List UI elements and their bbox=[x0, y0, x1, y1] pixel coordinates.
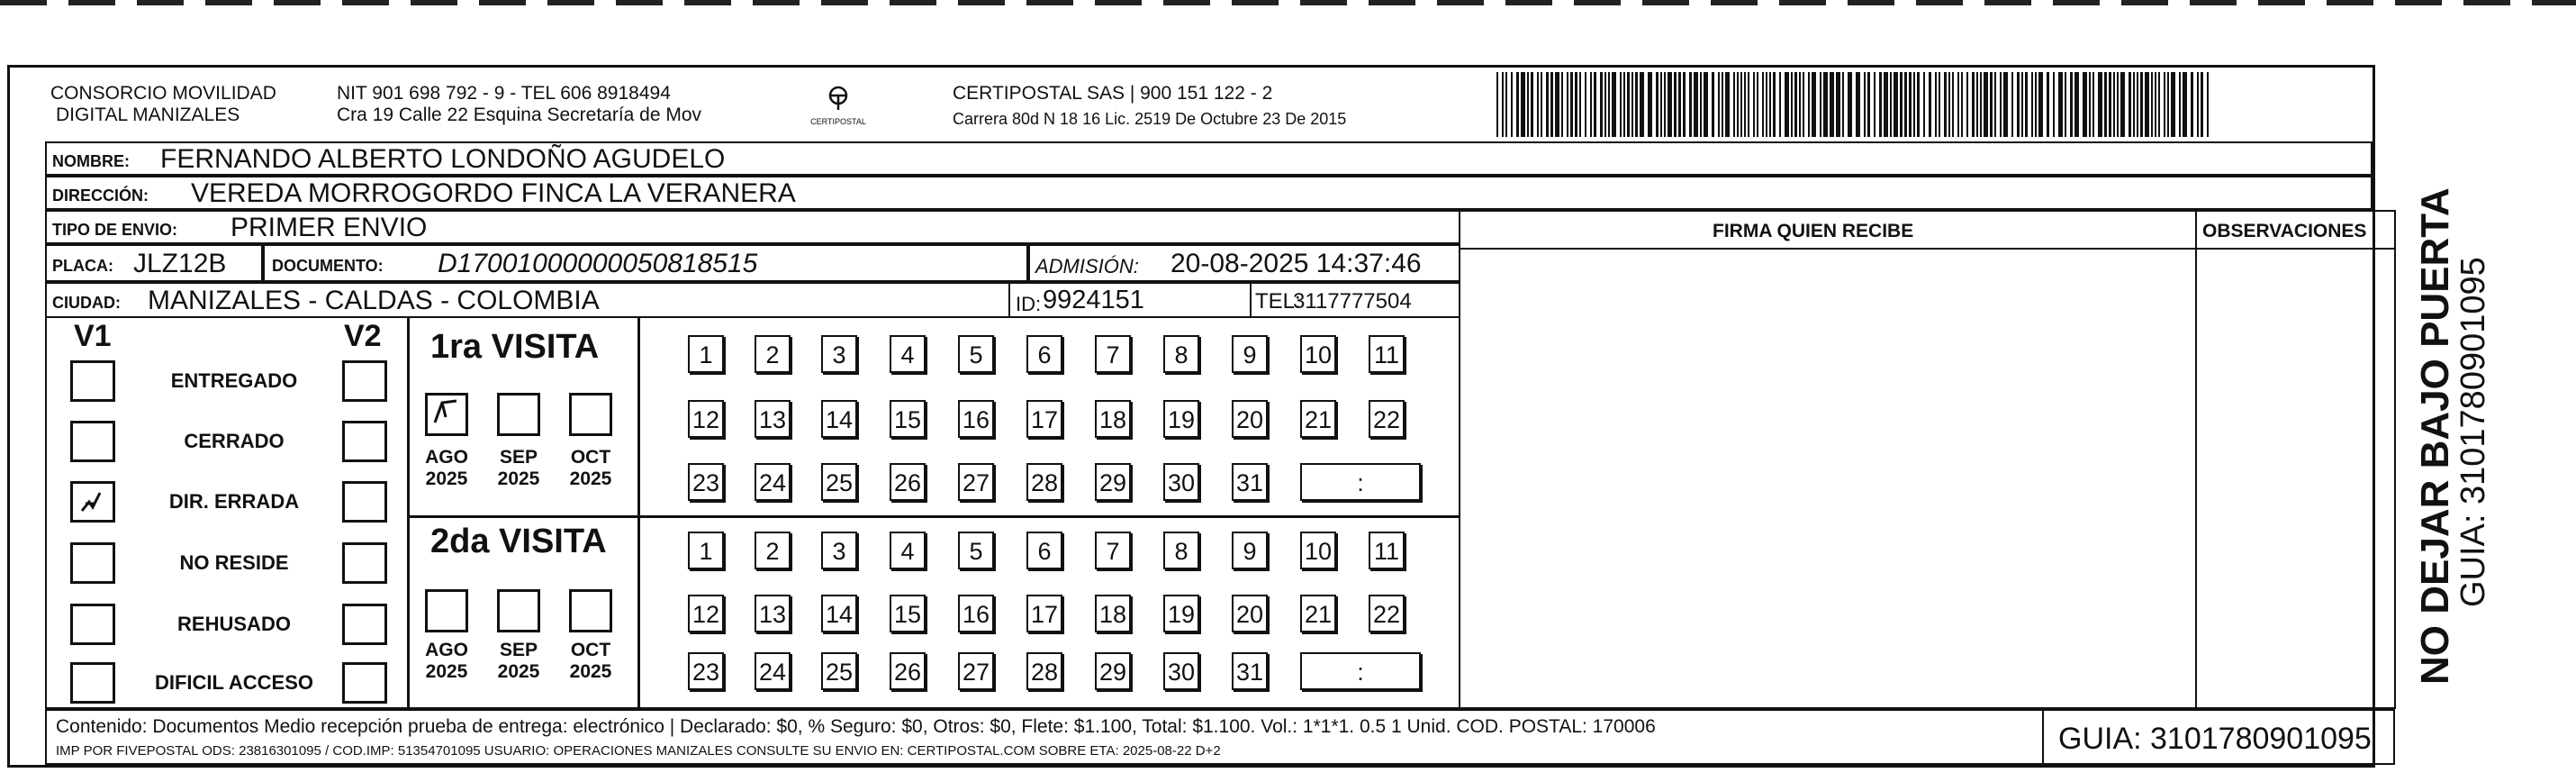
company-name-line2: DIGITAL MANIZALES bbox=[56, 105, 240, 125]
second-visit-day-box[interactable]: 15 bbox=[890, 595, 926, 632]
footer-imp-line: IMP POR FIVEPOSTAL ODS: 23816301095 / COD.IMP: 51354701095 USUARIO: OPERACIONES MANIZALES CONSULTE SU ENVIO EN: CERTIPOSTAL.COM SOBRE ETA: 2025-08-22 D+2 bbox=[56, 743, 1221, 759]
admision-label: ADMISIÓN: bbox=[1035, 255, 1139, 277]
company-address: Cra 19 Calle 22 Esquina Secretaría de Mov bbox=[337, 105, 702, 125]
first-visit-month-box[interactable] bbox=[569, 393, 612, 436]
first-visit-day-box[interactable]: 30 bbox=[1163, 463, 1199, 501]
first-visit-day-box[interactable]: 10 bbox=[1300, 335, 1336, 373]
first-visit-day-box[interactable]: 2 bbox=[755, 335, 791, 373]
status-label: ENTREGADO bbox=[170, 369, 298, 392]
second-visit-day-box[interactable]: 8 bbox=[1163, 532, 1199, 569]
status-label: NO RESIDE bbox=[179, 551, 289, 574]
first-visit-day-box[interactable]: 8 bbox=[1163, 335, 1199, 373]
second-visit-day-box[interactable]: 13 bbox=[755, 595, 791, 632]
handwritten-mark-icon bbox=[428, 396, 465, 433]
second-visit-day-box[interactable]: 31 bbox=[1232, 652, 1268, 690]
visits-divider-status bbox=[407, 316, 410, 709]
v2-label: V2 bbox=[344, 319, 382, 353]
first-visit-day-box[interactable]: 12 bbox=[688, 400, 724, 438]
v2-status-checkbox[interactable] bbox=[342, 662, 387, 704]
admision-cell bbox=[1028, 244, 1460, 282]
footer-guia-cell bbox=[2042, 709, 2395, 765]
second-visit-day-box[interactable]: 4 bbox=[890, 532, 926, 569]
documento-cell bbox=[263, 244, 1028, 282]
observaciones-header-cell bbox=[2195, 210, 2396, 250]
first-visit-year-label: 2025 bbox=[425, 468, 468, 489]
first-visit-day-box[interactable]: 7 bbox=[1095, 335, 1131, 373]
second-visit-title: 2da VISITA bbox=[430, 523, 607, 560]
documento-label: DOCUMENTO: bbox=[272, 257, 384, 275]
id-value: 9924151 bbox=[1043, 286, 1144, 314]
visits-divider-months bbox=[637, 316, 640, 709]
carrier-name: CERTIPOSTAL SAS | 900 151 122 - 2 bbox=[953, 83, 1273, 104]
first-visit-day-box[interactable]: 17 bbox=[1026, 400, 1062, 438]
id-cell bbox=[1008, 282, 1252, 318]
second-visit-day-box[interactable]: 11 bbox=[1369, 532, 1405, 569]
tel-label: TEL: bbox=[1255, 289, 1301, 314]
v1-status-checkbox[interactable] bbox=[70, 481, 115, 523]
logo-caption: CERTIPOSTAL bbox=[810, 117, 866, 126]
second-visit-day-box[interactable]: 24 bbox=[755, 652, 791, 690]
tel-cell bbox=[1250, 282, 1460, 318]
first-visit-month-label: SEP bbox=[499, 447, 538, 468]
first-visit-title: 1ra VISITA bbox=[430, 328, 600, 366]
second-visit-year-label: 2025 bbox=[497, 661, 540, 682]
tipo-envio-row bbox=[45, 210, 1460, 244]
second-visit-day-box[interactable]: 19 bbox=[1163, 595, 1199, 632]
side-warning: NO DEJAR BAJO PUERTA bbox=[2413, 187, 2457, 685]
v2-status-checkbox[interactable] bbox=[342, 421, 387, 462]
second-visit-month-box[interactable] bbox=[569, 589, 612, 632]
status-label: DIR. ERRADA bbox=[168, 490, 300, 513]
first-visit-day-box[interactable]: 5 bbox=[958, 335, 994, 373]
v1-status-checkbox[interactable] bbox=[70, 662, 115, 704]
footer-guia: GUIA: 3101780901095 bbox=[2058, 722, 2372, 756]
second-visit-day-box[interactable]: 25 bbox=[821, 652, 857, 690]
second-visit-day-box[interactable]: 12 bbox=[688, 595, 724, 632]
second-visit-day-box[interactable]: 29 bbox=[1095, 652, 1131, 690]
tipo-envio-value: PRIMER ENVIO bbox=[230, 213, 428, 242]
second-visit-month-label: SEP bbox=[499, 640, 538, 660]
first-visit-day-box[interactable]: 24 bbox=[755, 463, 791, 501]
first-visit-day-box[interactable]: 25 bbox=[821, 463, 857, 501]
first-visit-day-box[interactable]: 15 bbox=[890, 400, 926, 438]
first-visit-day-box[interactable]: 26 bbox=[890, 463, 926, 501]
second-visit-day-box[interactable]: 17 bbox=[1026, 595, 1062, 632]
placa-value: JLZ12B bbox=[133, 249, 227, 278]
second-visit-month-label: OCT bbox=[570, 640, 611, 660]
direccion-row bbox=[45, 176, 2373, 210]
second-visit-day-box[interactable]: 30 bbox=[1163, 652, 1199, 690]
first-visit-day-box[interactable]: 13 bbox=[755, 400, 791, 438]
placa-label: PLACA: bbox=[52, 257, 113, 275]
first-visit-day-box[interactable]: 23 bbox=[688, 463, 724, 501]
first-visit-month-label: AGO bbox=[425, 447, 468, 468]
second-visit-day-box[interactable]: 10 bbox=[1300, 532, 1336, 569]
ciudad-label: CIUDAD: bbox=[52, 294, 121, 312]
first-visit-day-box[interactable]: 21 bbox=[1300, 400, 1336, 438]
tipo-envio-label: TIPO DE ENVIO: bbox=[52, 221, 178, 239]
second-visit-day-box[interactable]: 23 bbox=[688, 652, 724, 690]
direccion-value: VEREDA MORROGORDO FINCA LA VERANERA bbox=[191, 178, 796, 208]
first-visit-month-box[interactable] bbox=[425, 393, 468, 436]
second-visit-day-box[interactable]: 18 bbox=[1095, 595, 1131, 632]
footer-content-cell bbox=[45, 709, 2044, 765]
first-visit-day-box[interactable]: 3 bbox=[821, 335, 857, 373]
perforation-line bbox=[0, 0, 2576, 5]
second-visit-day-box[interactable]: 9 bbox=[1232, 532, 1268, 569]
status-label: DIFICIL ACCESO bbox=[154, 671, 313, 694]
side-guia: GUIA: 3101780901095 bbox=[2454, 257, 2492, 607]
second-visit-month-label: AGO bbox=[425, 640, 468, 660]
second-visit-day-box[interactable]: 28 bbox=[1026, 652, 1062, 690]
second-visit-time-box[interactable]: : bbox=[1300, 652, 1421, 690]
first-visit-day-box[interactable]: 28 bbox=[1026, 463, 1062, 501]
nombre-value: FERNANDO ALBERTO LONDOÑO AGUDELO bbox=[160, 144, 726, 174]
first-visit-time-box[interactable]: : bbox=[1300, 463, 1421, 501]
second-visit-day-box[interactable]: 14 bbox=[821, 595, 857, 632]
second-visit-day-box[interactable]: 2 bbox=[755, 532, 791, 569]
second-visit-day-box[interactable]: 3 bbox=[821, 532, 857, 569]
first-visit-day-box[interactable]: 1 bbox=[688, 335, 724, 373]
observaciones-area[interactable] bbox=[2195, 248, 2396, 709]
placa-cell bbox=[45, 244, 263, 282]
visits-divider-rows bbox=[407, 515, 1460, 518]
first-visit-day-box[interactable]: 31 bbox=[1232, 463, 1268, 501]
v1-status-checkbox[interactable] bbox=[70, 421, 115, 462]
first-visit-day-box[interactable]: 6 bbox=[1026, 335, 1062, 373]
documento-value: D17001000000050818515 bbox=[438, 249, 758, 278]
v1-label: V1 bbox=[74, 319, 112, 353]
v1-status-checkbox[interactable] bbox=[70, 604, 115, 645]
admision-value: 20-08-2025 14:37:46 bbox=[1170, 249, 1422, 278]
nombre-row bbox=[45, 141, 2373, 176]
status-label: CERRADO bbox=[184, 430, 285, 452]
second-visit-month-box[interactable] bbox=[425, 589, 468, 632]
carrier-address: Carrera 80d N 18 16 Lic. 2519 De Octubre 23 De 2015 bbox=[953, 110, 1347, 128]
company-name-line1: CONSORCIO MOVILIDAD bbox=[50, 83, 276, 104]
second-visit-day-box[interactable]: 20 bbox=[1232, 595, 1268, 632]
firma-header: FIRMA QUIEN RECIBE bbox=[1713, 221, 1914, 241]
first-visit-day-box[interactable]: 18 bbox=[1095, 400, 1131, 438]
first-visit-day-box[interactable]: 29 bbox=[1095, 463, 1131, 501]
direccion-label: DIRECCIÓN: bbox=[52, 186, 149, 205]
first-visit-day-box[interactable]: 22 bbox=[1369, 400, 1405, 438]
id-label: ID: bbox=[1016, 293, 1042, 315]
footer-content-line: Contenido: Documentos Medio recepción prueba de entrega: electrónico | Declarado: $0, % Seguro: $0, Otros: $0, Flete: $1.100, Total: $1.100. Vol.: 1*1*1. 0.5 1 Unid. COD. POSTAL: 170006 bbox=[56, 716, 1656, 737]
second-visit-day-box[interactable]: 16 bbox=[958, 595, 994, 632]
nombre-label: NOMBRE: bbox=[52, 152, 130, 170]
first-visit-day-box[interactable]: 16 bbox=[958, 400, 994, 438]
first-visit-year-label: 2025 bbox=[569, 468, 612, 489]
second-visit-year-label: 2025 bbox=[569, 661, 612, 682]
company-nit: NIT 901 698 792 - 9 - TEL 606 8918494 bbox=[337, 83, 671, 104]
observaciones-header: OBSERVACIONES bbox=[2202, 221, 2367, 241]
second-visit-day-box[interactable]: 7 bbox=[1095, 532, 1131, 569]
first-visit-month-box[interactable] bbox=[497, 393, 540, 436]
status-label: REHUSADO bbox=[177, 613, 291, 635]
second-visit-day-box[interactable]: 21 bbox=[1300, 595, 1336, 632]
second-visit-year-label: 2025 bbox=[425, 661, 468, 682]
tel-value: 3117777504 bbox=[1293, 289, 1412, 314]
first-visit-day-box[interactable]: 19 bbox=[1163, 400, 1199, 438]
second-visit-day-box[interactable]: 26 bbox=[890, 652, 926, 690]
first-visit-day-box[interactable]: 11 bbox=[1369, 335, 1405, 373]
firma-header-cell bbox=[1459, 210, 2197, 250]
handwritten-check-icon bbox=[73, 484, 113, 520]
first-visit-day-box[interactable]: 20 bbox=[1232, 400, 1268, 438]
first-visit-month-label: OCT bbox=[570, 447, 611, 468]
second-visit-day-box[interactable]: 6 bbox=[1026, 532, 1062, 569]
second-visit-day-box[interactable]: 22 bbox=[1369, 595, 1405, 632]
second-visit-month-box[interactable] bbox=[497, 589, 540, 632]
first-visit-day-box[interactable]: 27 bbox=[958, 463, 994, 501]
ciudad-value: MANIZALES - CALDAS - COLOMBIA bbox=[148, 286, 600, 315]
v2-status-checkbox[interactable] bbox=[342, 604, 387, 645]
first-visit-day-box[interactable]: 9 bbox=[1232, 335, 1268, 373]
v2-status-checkbox[interactable] bbox=[342, 360, 387, 402]
first-visit-year-label: 2025 bbox=[497, 468, 540, 489]
v1-status-checkbox[interactable] bbox=[70, 542, 115, 584]
second-visit-day-box[interactable]: 27 bbox=[958, 652, 994, 690]
first-visit-day-box[interactable]: 14 bbox=[821, 400, 857, 438]
firma-area[interactable] bbox=[1459, 248, 2197, 709]
v1-status-checkbox[interactable] bbox=[70, 360, 115, 402]
v2-status-checkbox[interactable] bbox=[342, 542, 387, 584]
v2-status-checkbox[interactable] bbox=[342, 481, 387, 523]
second-visit-day-box[interactable]: 5 bbox=[958, 532, 994, 569]
first-visit-day-box[interactable]: 4 bbox=[890, 335, 926, 373]
second-visit-day-box[interactable]: 1 bbox=[688, 532, 724, 569]
ciudad-cell bbox=[45, 282, 1010, 318]
